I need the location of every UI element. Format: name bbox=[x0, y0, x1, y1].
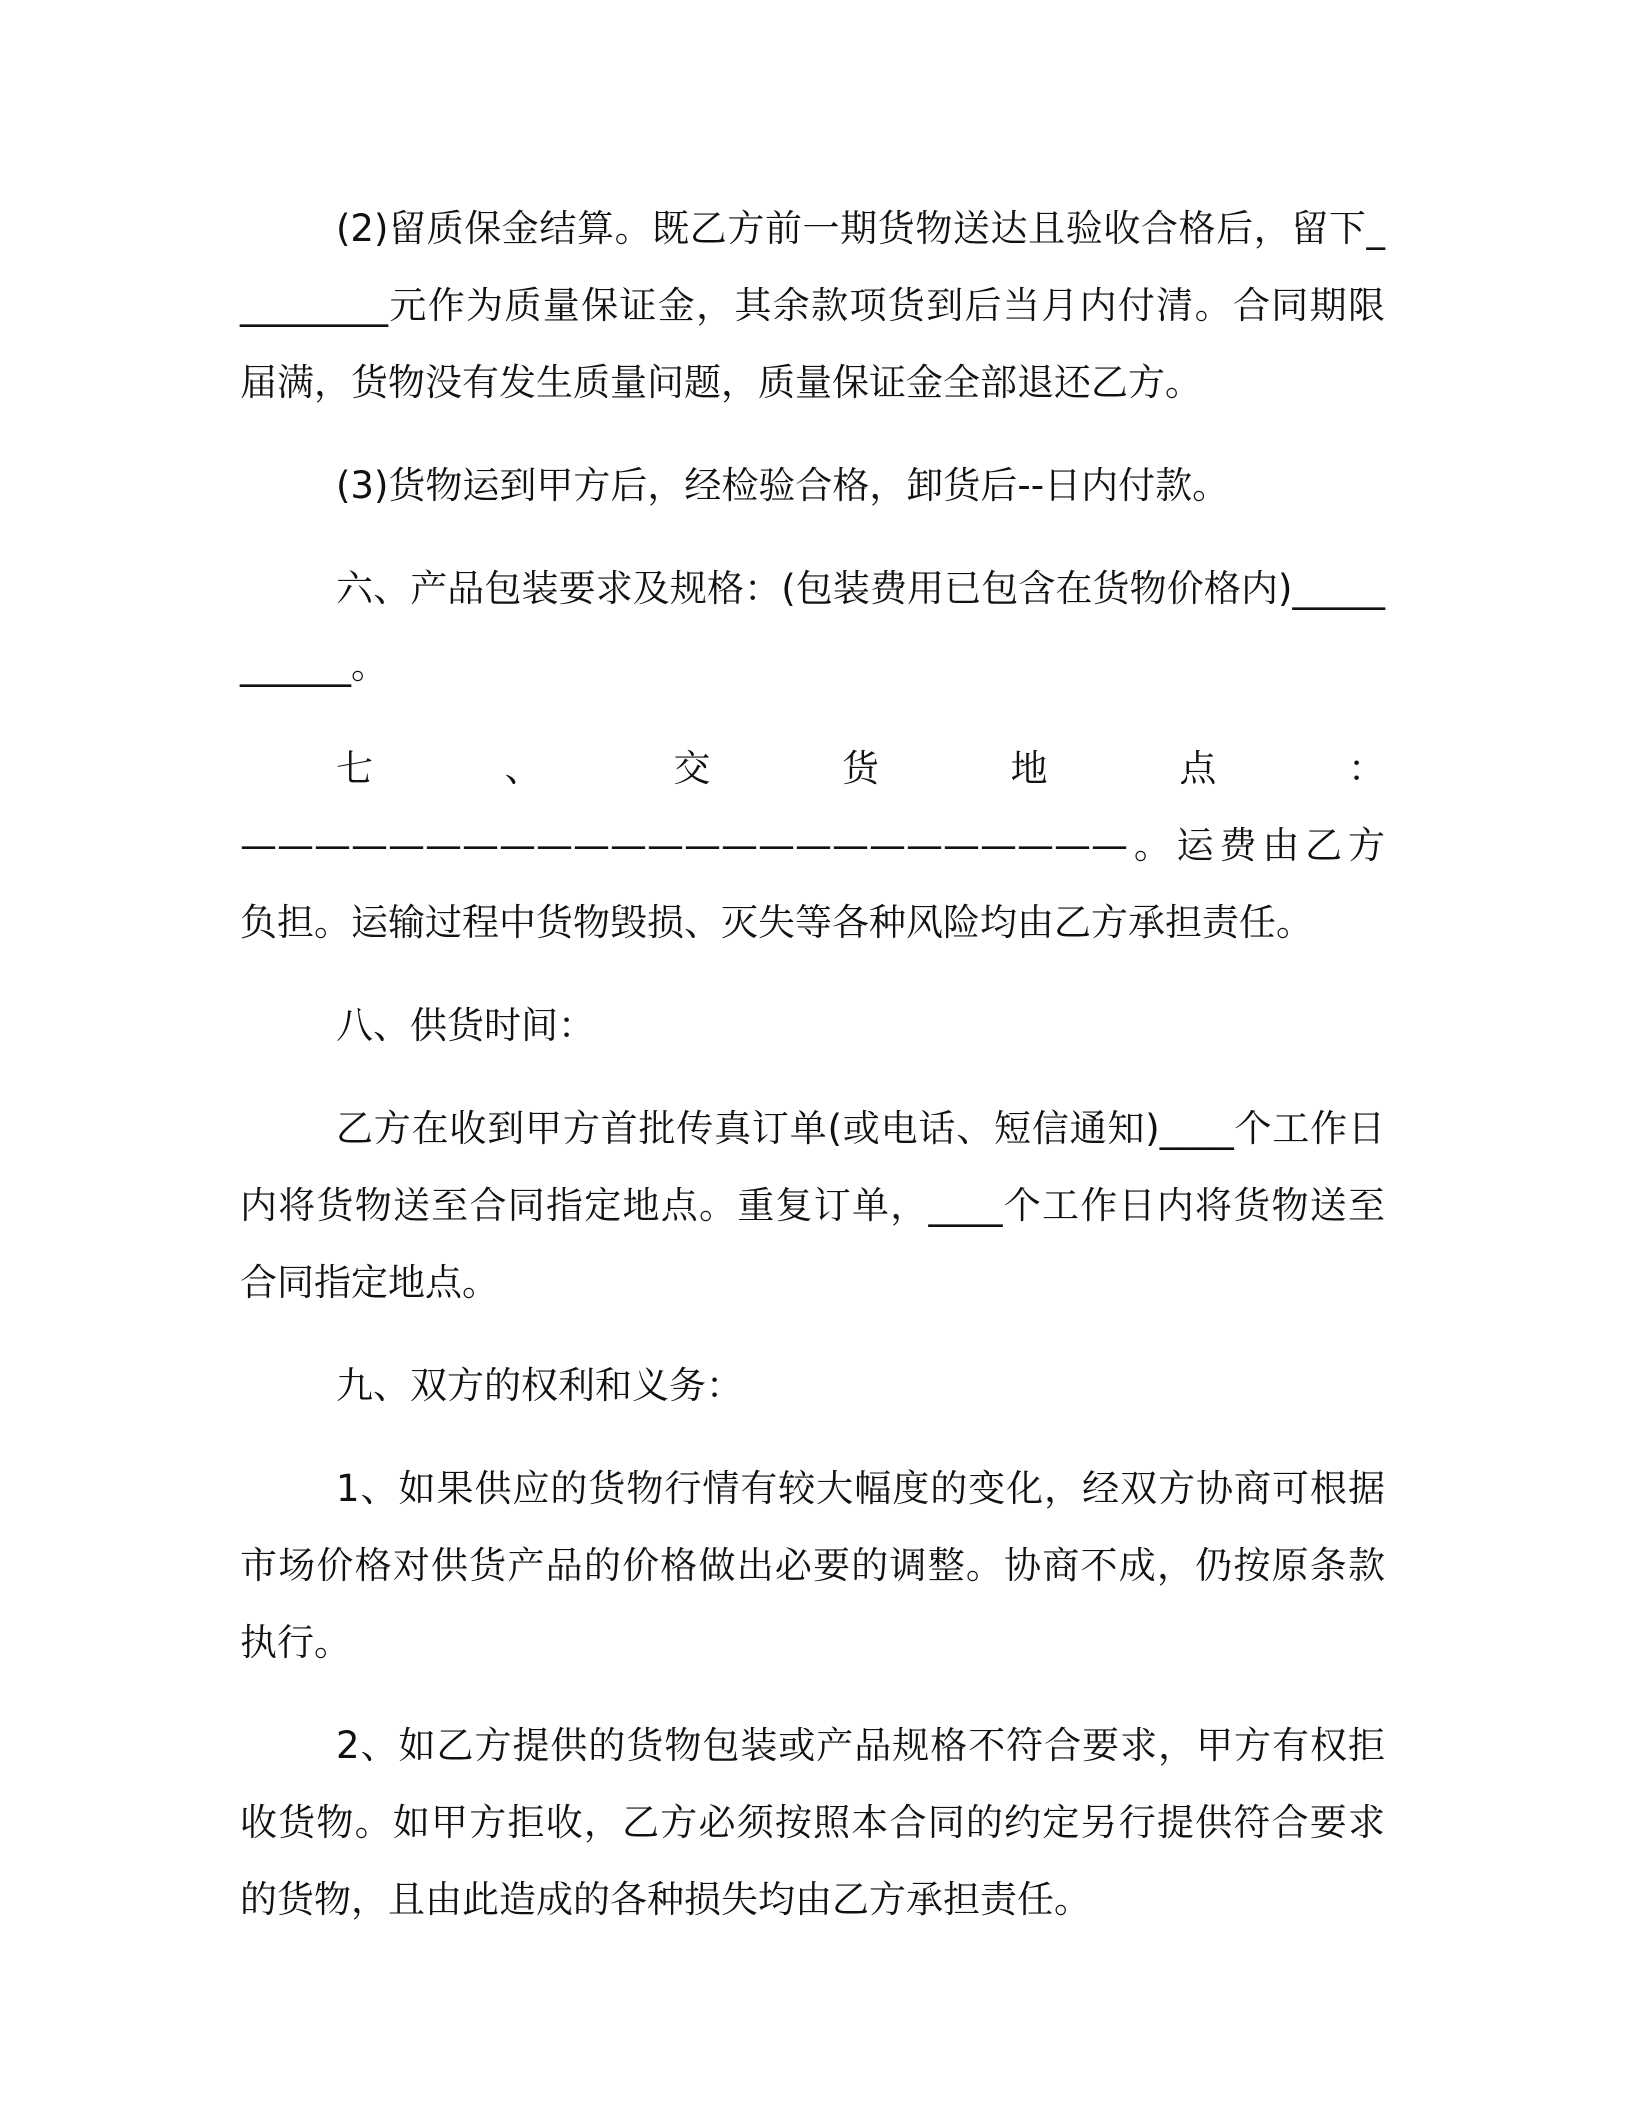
paragraph-price-adjustment: 1、如果供应的货物行情有较大幅度的变化，经双方协商可根据市场价格对供货产品的价格做出必要的调整。协商不成，仍按原条款执行。 bbox=[240, 1467, 1385, 1664]
document-body bbox=[240, 190, 1385, 1938]
paragraph-quality-deposit: (2)留质保金结算。既乙方前一期货物送达且验收合格后，留下_________元作为质量保证金，其余款项货到后当月内付清。合同期限届满，货物没有发生质量问题，质量保证金全部退还乙方。 bbox=[240, 207, 1385, 404]
paragraph-packaging-requirements: 六、产品包装要求及规格：(包装费用已包含在货物价格内)___________。 bbox=[240, 567, 1385, 687]
paragraph-payment-after-inspection: (3)货物运到甲方后，经检验合格，卸货后--日内付款。 bbox=[336, 464, 1230, 507]
paragraph-rejection-rights: 2、如乙方提供的货物包装或产品规格不符合要求，甲方有权拒收货物。如甲方拒收，乙方必须按照本合同的约定另行提供符合要求的货物，且由此造成的各种损失均由乙方承担责任。 bbox=[240, 1724, 1385, 1921]
heading-supply-time: 八、供货时间： bbox=[336, 1004, 595, 1047]
heading-rights-obligations: 九、双方的权利和义务： bbox=[336, 1364, 743, 1407]
paragraph-delivery-location: 七、交货地点：————————————————————————。运费由乙方负担。运输过程中货物毁损、灭失等各种风险均由乙方承担责任。 bbox=[240, 747, 1385, 944]
paragraph-supply-time: 乙方在收到甲方首批传真订单(或电话、短信通知)____个工作日内将货物送至合同指定地点。重复订单，____个工作日内将货物送至合同指定地点。 bbox=[240, 1107, 1385, 1304]
